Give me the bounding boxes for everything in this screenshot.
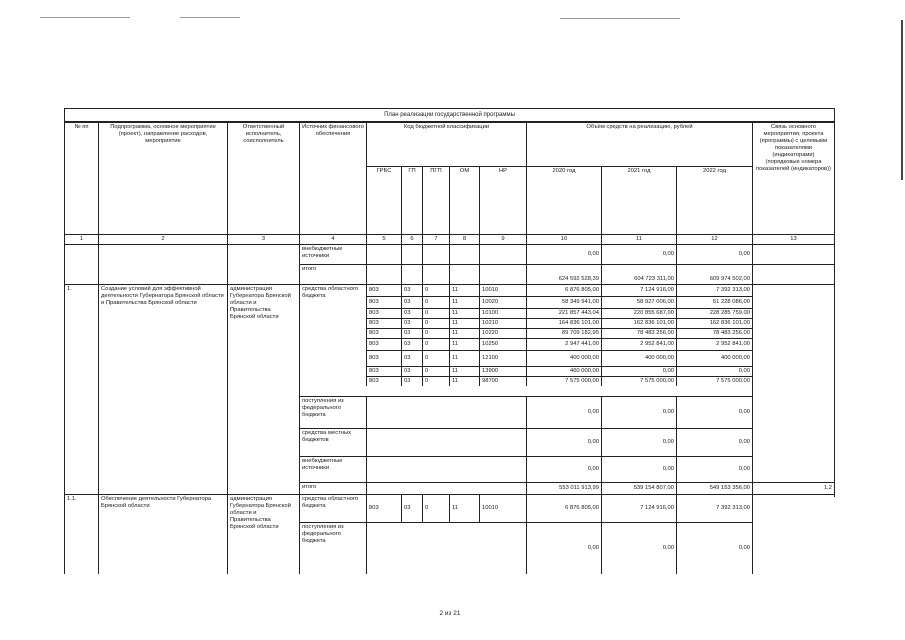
section1-row-v2021: 162 836 101,00: [601, 318, 676, 328]
section1-row-v2021: 78 483 256,00: [601, 328, 676, 338]
pre-blank-resp: [227, 244, 299, 284]
section1-row-gp: 03: [401, 328, 422, 338]
section1-row-gp: 03: [401, 376, 422, 386]
section1-total-source: итого: [299, 482, 366, 494]
section11-grbs: 803: [366, 494, 401, 522]
section1-row-v2022: 228 285 759,00: [676, 308, 752, 318]
section1-row-nr: 10020: [479, 296, 526, 308]
section11-v2020: 6 876 805,00: [526, 494, 601, 522]
section1-row-pgp: 0: [422, 284, 449, 296]
section1-row-v2020: 460 000,00: [526, 366, 601, 376]
section11-fed-2021: 0,00: [601, 522, 676, 574]
section1-row-pgp: 0: [422, 350, 449, 366]
section1-row-v2021: 400 000,00: [601, 350, 676, 366]
header-gp: ГП: [401, 166, 422, 234]
pre-code: [401, 244, 422, 264]
section1-row-pgp: 0: [422, 318, 449, 328]
section1-total-2022: 549 153 356,00: [676, 482, 752, 494]
section1-row-v2022: 0,00: [676, 366, 752, 376]
section1-row-om: 11: [449, 318, 479, 328]
colnum: 9: [479, 234, 526, 244]
section1-row-gp: 03: [401, 366, 422, 376]
pre-source: внебюджетные источники: [299, 244, 366, 264]
pre-code: [422, 264, 449, 284]
section1-local-2020: 0,00: [526, 428, 601, 456]
header-subprogram: Подпрограмма, основное мероприятие (проект), направление расходов, мероприятие: [98, 122, 227, 234]
pre-code: [449, 264, 479, 284]
pre-v2020: 0,00: [526, 244, 601, 264]
pre-v2021: 0,00: [601, 244, 676, 264]
section1-row-grbs: 803: [366, 328, 401, 338]
header-2020: 2020 год: [526, 166, 601, 234]
section11-pgp: 0: [422, 494, 449, 522]
section1-row-om: 11: [449, 376, 479, 386]
pre-total-source: итого: [299, 264, 366, 284]
section1-total-link: 1,2: [752, 482, 834, 494]
section1-name: Создание условий для эффективной деятельности Губернатора Брянской области и Правительства Брянской области: [98, 284, 227, 494]
header-responsible: Ответственный исполнитель, соисполнитель: [227, 122, 299, 234]
section1-extra-2022: 0,00: [676, 456, 752, 482]
table-title: План реализации государственной программы: [64, 108, 835, 122]
section1-local-code: [366, 428, 526, 456]
section1-row-v2022: 400 000,00: [676, 350, 752, 366]
section1-row-om: 11: [449, 296, 479, 308]
colnum: 7: [422, 234, 449, 244]
section11-v2021: 7 124 916,00: [601, 494, 676, 522]
section1-local-2022: 0,00: [676, 428, 752, 456]
header-2022: 2022 год: [676, 166, 752, 234]
pre-total-2021: 604 723 311,00: [601, 264, 676, 284]
section1-row-nr: 13900: [479, 366, 526, 376]
section1-row-pgp: 0: [422, 338, 449, 350]
scan-edge: [901, 20, 903, 180]
pre-blank-name: [98, 244, 227, 284]
section1-row-pgp: 0: [422, 296, 449, 308]
section1-row-v2022: 7 575 000,00: [676, 376, 752, 386]
section1-row-v2021: 220 855 687,00: [601, 308, 676, 318]
colnum: 3: [227, 234, 299, 244]
section11-responsible: администрация Губернатора Брянской области и Правительства Брянской области: [227, 494, 299, 574]
section1-row-v2020: 221 857 443,04: [526, 308, 601, 318]
section1-row-om: 11: [449, 350, 479, 366]
section1-row-nr: 10210: [479, 318, 526, 328]
section1-row-v2021: 7 575 000,00: [601, 376, 676, 386]
section1-total-2020: 553 011 913,99: [526, 482, 601, 494]
section1-row-v2021: 0,00: [601, 366, 676, 376]
section1-local-source: средства местных бюджетов: [299, 428, 366, 456]
header-nr: НР: [479, 166, 526, 234]
section1-row-v2020: 400 000,00: [526, 350, 601, 366]
section11-gp: 03: [401, 494, 422, 522]
section1-row-pgp: 0: [422, 308, 449, 318]
section1-row-gp: 03: [401, 284, 422, 296]
colnum: 1: [64, 234, 98, 244]
pre-v2022: 0,00: [676, 244, 752, 264]
pre-code: [479, 244, 526, 264]
section1-row-v2021: 7 124 916,00: [601, 284, 676, 296]
pre-code: [479, 264, 526, 284]
section11-v2022: 7 392 313,00: [676, 494, 752, 522]
colnum: 11: [601, 234, 676, 244]
section1-row-pgp: 0: [422, 328, 449, 338]
pre-code: [366, 264, 401, 284]
section11-link: [752, 494, 834, 574]
section1-row-gp: 03: [401, 308, 422, 318]
section1-row-om: 11: [449, 284, 479, 296]
header-link: Связь основного мероприятия, проекта (программы) с целевыми показателями (индикаторами) (порядковые номера показателей (индикаторов)): [752, 122, 834, 234]
page-number: 2 из 21: [439, 610, 461, 617]
section1-row-nr: 10250: [479, 338, 526, 350]
section1-row-nr: 10100: [479, 308, 526, 318]
section1-extra-2021: 0,00: [601, 456, 676, 482]
section1-row-v2020: 89 709 182,95: [526, 328, 601, 338]
section1-fed-2021: 0,00: [601, 396, 676, 428]
section11-num: 1.1.: [64, 494, 98, 574]
scan-speck: [180, 17, 240, 18]
section11-fed-2020: 0,00: [526, 522, 601, 574]
colnum: 13: [752, 234, 834, 244]
section1-row-v2020: 6 876 805,00: [526, 284, 601, 296]
header-source: Источник финансового обеспечения: [299, 122, 366, 234]
section1-responsible: администрация Губернатора Брянской области и Правительства Брянской области: [227, 284, 299, 494]
section1-row-v2021: 2 952 841,00: [601, 338, 676, 350]
pre-link: [752, 244, 834, 264]
colnum: 4: [299, 234, 366, 244]
section1-local-2021: 0,00: [601, 428, 676, 456]
plan-table: [64, 108, 835, 551]
section1-row-grbs: 803: [366, 366, 401, 376]
section1-row-pgp: 0: [422, 376, 449, 386]
section1-row-gp: 03: [401, 350, 422, 366]
section11-source-2: поступления из федерального бюджета: [299, 522, 366, 574]
section1-row-v2020: 2 947 441,00: [526, 338, 601, 350]
pre-code: [449, 244, 479, 264]
colnum: 6: [401, 234, 422, 244]
section1-row-v2022: 7 392 313,00: [676, 284, 752, 296]
section1-row-nr: 98700: [479, 376, 526, 386]
section11-fed-2022: 0,00: [676, 522, 752, 574]
section1-row-v2020: 58 349 941,00: [526, 296, 601, 308]
header-pgp: ПГП: [422, 166, 449, 234]
section1-row-v2021: 58 927 006,00: [601, 296, 676, 308]
header-om: ОМ: [449, 166, 479, 234]
section1-fed-2022: 0,00: [676, 396, 752, 428]
section11-nr: 10010: [479, 494, 526, 522]
section1-fed-code: [366, 396, 526, 428]
section11-name: Обеспечение деятельности Губернатора Брянской области: [98, 494, 227, 574]
section1-fed-source: поступления из федерального бюджета: [299, 396, 366, 428]
section11-om: 11: [449, 494, 479, 522]
pre-code: [401, 264, 422, 284]
section1-row-v2020: 7 575 000,00: [526, 376, 601, 386]
pre-code: [366, 244, 401, 264]
header-2021: 2021 год: [601, 166, 676, 234]
section1-row-v2022: 78 483 256,00: [676, 328, 752, 338]
section1-row-grbs: 803: [366, 308, 401, 318]
section1-row-grbs: 803: [366, 338, 401, 350]
section1-extra-source: внебюджетные источники: [299, 456, 366, 482]
section1-row-om: 11: [449, 366, 479, 376]
table-right-edge: [834, 122, 835, 497]
section1-row-grbs: 803: [366, 284, 401, 296]
section11-source-1: средства областного бюджета: [299, 494, 366, 522]
header-volume: Объём средств на реализацию, рублей: [526, 122, 752, 166]
section1-row-om: 11: [449, 328, 479, 338]
section1-row-grbs: 803: [366, 318, 401, 328]
section1-num: 1.: [64, 284, 98, 494]
section1-total-code: [366, 482, 526, 494]
section1-extra-2020: 0,00: [526, 456, 601, 482]
pre-total-2022: 609 974 502,00: [676, 264, 752, 284]
section1-row-gp: 03: [401, 338, 422, 350]
section11-fed-code: [366, 522, 526, 574]
section1-extra-code: [366, 456, 526, 482]
section1-row-nr: 10220: [479, 328, 526, 338]
section1-total-2021: 539 154 807,00: [601, 482, 676, 494]
section1-row-v2020: 164 836 101,00: [526, 318, 601, 328]
section1-source: средства областного бюджета: [299, 284, 366, 396]
scan-speck: [40, 17, 130, 18]
section1-row-grbs: 803: [366, 296, 401, 308]
section1-row-pgp: 0: [422, 366, 449, 376]
section1-row-grbs: 803: [366, 350, 401, 366]
colnum: 12: [676, 234, 752, 244]
section1-row-om: 11: [449, 338, 479, 350]
section1-fed-2020: 0,00: [526, 396, 601, 428]
section1-row-gp: 03: [401, 296, 422, 308]
colnum: 2: [98, 234, 227, 244]
pre-code: [422, 244, 449, 264]
section1-row-v2022: 162 836 101,00: [676, 318, 752, 328]
section1-row-grbs: 803: [366, 376, 401, 386]
header-num: № пп: [64, 122, 98, 234]
header-grbs: ГРБС: [366, 166, 401, 234]
colnum: 8: [449, 234, 479, 244]
header-budget-code: Код бюджетной классификации: [366, 122, 526, 166]
pre-blank-num: [64, 244, 98, 284]
pre-total-2020: 624 592 528,39: [526, 264, 601, 284]
scan-speck: [560, 18, 680, 19]
section1-link: [752, 284, 834, 482]
section1-row-nr: 12100: [479, 350, 526, 366]
pre-total-link: [752, 264, 834, 284]
section1-row-nr: 10010: [479, 284, 526, 296]
section1-row-v2022: 2 952 841,00: [676, 338, 752, 350]
colnum: 5: [366, 234, 401, 244]
section1-row-v2022: 61 228 086,00: [676, 296, 752, 308]
section1-row-gp: 03: [401, 318, 422, 328]
section1-row-om: 11: [449, 308, 479, 318]
colnum: 10: [526, 234, 601, 244]
